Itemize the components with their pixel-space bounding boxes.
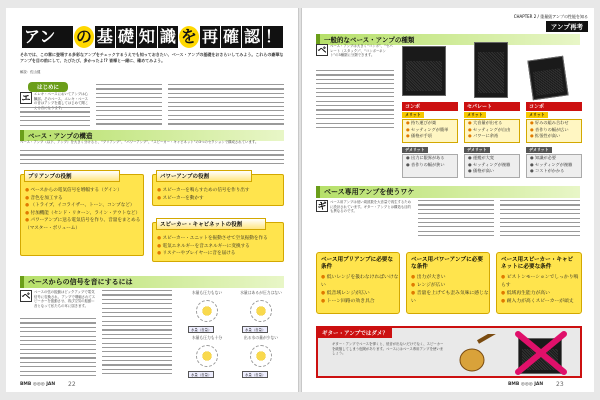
merit-item: ● 拡張性が高い — [527, 133, 581, 140]
merit-label: メリット — [402, 112, 424, 118]
demerit-item: ● 価格が高い — [465, 168, 519, 175]
section3-text: ベース・アンプは大きく“コンボ”、“セパレート（スタック）”、“コンポーネント”の3種類に分類できます。 — [330, 44, 393, 58]
drop-cap: ギ — [317, 202, 327, 212]
body-text-block — [20, 107, 90, 129]
merit-box — [526, 119, 582, 143]
speaker-heading: スピーカー・キャビネットの役割 — [156, 218, 266, 230]
title-part: ！ — [264, 27, 281, 46]
title-part: 基 — [96, 27, 113, 46]
preamp-item: ● ベースからの電気信号を増幅する（ゲイン） — [21, 187, 143, 195]
guitar-amp-text: ギター・アンプでベースを弾くと、低音が出ないだけでなく、スピーカーを破損してしまう危険があります。ベースにはベース専用アンプを使いましょう。 — [332, 342, 444, 356]
intro-text: それでは、この章に登場する多彩なアンプをチェックするうえでも知っておきたい、ベース・アンプの基礎をおさらいしてみよう。これらの豪華なアンプを目の前にして、たびたび、多かったよ!? 皆様と一緒に、確めてみよう。 — [20, 52, 284, 63]
requirement-item: ● 低域再生能力が高い — [497, 290, 581, 298]
requirement-item: ● 音量を上げても歪み気味に感じない — [407, 290, 489, 306]
requirement-item: ● トーン回路の効き具合 — [317, 298, 399, 306]
requirement-item: ● 耐入力が高くスピーカーが頑丈 — [497, 298, 581, 306]
body-text-block — [20, 150, 284, 166]
demerit-item: ● 音作りの幅が狭い — [403, 162, 457, 169]
drop-cap: ベ — [21, 292, 31, 302]
requirement-box — [316, 252, 400, 314]
title-part: 再 — [201, 27, 218, 46]
combo-amp-photo — [402, 46, 446, 96]
chapter-subtitle: CHAPTER 2 / 重量級アンプの性能を知る — [513, 14, 588, 19]
power-item: ● スピーカーを鳴らすための信号を作り出す — [153, 187, 283, 195]
body-text-block — [20, 318, 96, 380]
title-part: を — [180, 27, 197, 46]
guitar-illustration — [456, 334, 508, 374]
drop-cap: エ — [21, 94, 31, 104]
speaker-illustration — [196, 300, 218, 322]
credit: 解説：佐山健 — [20, 70, 41, 74]
merit-label: メリット — [464, 112, 486, 118]
stack-amp-photo — [474, 42, 508, 98]
diagram-tag: 水量（音量） — [188, 371, 214, 378]
demerit-item: ● 出力に限界がある — [403, 155, 457, 162]
requirement-heading: ベース用プリアンプに必要な条件 — [321, 257, 393, 270]
diagram-caption: 水量はあるが圧力はない — [240, 290, 282, 295]
diagram-caption: 水量も圧力もない — [191, 290, 223, 295]
merit-item: ● 価格が手頃 — [403, 133, 457, 140]
power-item: ● スピーカーを動かす — [153, 195, 283, 203]
preamp-item: ● パワーアンプに送る電気信号を作り、音量をまとめる（マスター・ボリューム） — [21, 217, 143, 232]
requirement-box — [406, 252, 490, 314]
preamp-item: ● 音色を加工する — [21, 195, 143, 203]
speaker-item: ● スピーカー・ユニットを振動させて空気振動を作る — [153, 235, 283, 243]
requirement-box — [496, 252, 582, 314]
chapter-title: アンプ再考 — [546, 21, 588, 32]
title-part: 識 — [159, 27, 176, 46]
body-text-block — [96, 84, 162, 129]
title-part: 礎 — [117, 27, 134, 46]
drop-cap: ベ — [317, 46, 327, 56]
speaker-illustration — [196, 345, 218, 367]
requirement-item: ● ピストンモーションでしっかり鳴らす — [497, 274, 581, 290]
right-page — [302, 8, 594, 392]
preamp-box — [20, 174, 144, 256]
merit-item: ● セッティングが自由 — [465, 127, 519, 134]
body-text-block — [500, 200, 580, 240]
merit-item: ● セッティングが簡単 — [403, 127, 457, 134]
preamp-item: ● （トライブ、イコライザー、トーン、コンプなど） — [21, 202, 143, 210]
section4-text: ベース用アンプは低い周波数を大音量で再生するために設計されています。ギター・アンプとは構造も目的も異なるのです。 — [330, 200, 412, 214]
section-heading: ベース専用アンプを使うワケ — [316, 186, 580, 198]
diagram-caption: 出る水の量が少ない — [243, 335, 279, 340]
section-heading: ベース・アンプの構造 — [20, 130, 284, 141]
requirement-item: ● 低音域レンジが広い — [317, 290, 399, 298]
body-text-block — [418, 200, 494, 240]
diagram-caption: 水量も圧力も十分 — [191, 335, 223, 340]
demerit-item: ● 知識が必要 — [527, 155, 581, 162]
demerit-label: デメリット — [402, 147, 428, 153]
demerit-label: デメリット — [526, 147, 552, 153]
demerit-item: ● セッティングが複雑 — [465, 162, 519, 169]
power-heading: パワーアンプの役割 — [156, 170, 252, 182]
footer-mark: BMB ◎◎◎ JAN — [508, 382, 544, 387]
diagram-tag: 水量（音量） — [188, 326, 214, 333]
amp-type-label: コンボ — [402, 102, 458, 111]
chapter-corner — [514, 14, 588, 32]
footer-mark: BMB ◎◎◎ JAN — [20, 382, 56, 387]
demerit-label: デメリット — [464, 147, 490, 153]
section-heading: 一般的なベース・アンプの種類 — [316, 34, 580, 45]
section1-text: ベース・アンプ（以下、アンプ）を大きく分けると、“プリアンプ”、“パワーアンプ”、“スピーカー・キャビネット”の3つのセクションで構成されています。 — [20, 140, 259, 144]
requirement-item: ● 低いレンジを扱わなければいけない — [317, 274, 399, 290]
section2-text: ベースの弦の振動はピックアップで電気信号に変換され、アンプで増幅されてスピーカーを振動させ、再び空気の振動＝音となって私たちの耳に届きます。 — [34, 290, 96, 308]
requirement-heading: ベース用パワーアンプに必要な条件 — [411, 257, 483, 270]
body-text-block — [316, 70, 394, 130]
preamp-heading: プリアンプの役割 — [24, 170, 120, 182]
body-text-block — [102, 290, 172, 380]
title-part: の — [75, 27, 92, 46]
requirement-heading: ベース用スピーカー・キャビネットに必要な条件 — [501, 257, 574, 270]
requirement-item: ● レンジが広い — [407, 282, 489, 290]
preamp-item: ● 付加機能（センド・リターン、ライン・アウトなど） — [21, 210, 143, 218]
page-number: 23 — [556, 381, 564, 388]
speaker-item: ● リスナーやプレイヤーに音を届ける — [153, 250, 283, 258]
amp-type-label: セパレート — [464, 102, 520, 111]
guitar-amp-box — [316, 326, 582, 378]
demerit-item: ● 運搬が大変 — [465, 155, 519, 162]
diagram-tag: 水量（音量） — [242, 326, 268, 333]
hajimeni-text: エレキ・ベースにおいてアンプは心臓部。そのベース、エレキ・ベースの音はアンプを通してはじめて聞こ — [34, 92, 89, 106]
amp-type-label: コンポ — [526, 102, 582, 111]
speaker-item: ● 電気エネルギーを音エネルギーに変換する — [153, 243, 283, 251]
merit-box — [402, 119, 458, 143]
speaker-illustration — [250, 300, 272, 322]
title-part: 認 — [243, 27, 260, 46]
merit-item: ● 好みの組み合わせ — [527, 120, 581, 127]
demerit-box — [526, 154, 582, 178]
diagram-tag: 水量（音量） — [242, 371, 268, 378]
merit-item: ● 音作りの幅が広い — [527, 127, 581, 134]
page-number: 22 — [68, 381, 76, 388]
title-part: アンプ — [22, 26, 73, 48]
merit-item: ● 持ち運びが楽 — [403, 120, 457, 127]
demerit-box — [464, 154, 520, 178]
demerit-box — [402, 154, 458, 178]
section-heading: ベースからの信号を音にするには — [20, 276, 284, 288]
left-page — [6, 8, 298, 392]
body-text-block — [168, 84, 284, 129]
title-part: 知 — [138, 27, 155, 46]
merit-box — [464, 119, 520, 143]
demerit-item: ● コストがかかる — [527, 168, 581, 175]
requirement-item: ● 出力が大きい — [407, 274, 489, 282]
merit-label: メリット — [526, 112, 548, 118]
merit-item: ● 大音量が出せる — [465, 120, 519, 127]
speaker-illustration — [250, 345, 272, 367]
guitar-amp-heading: ギター・アンプではダメ？ — [318, 328, 392, 338]
demerit-item: ● セッティングが複雑 — [527, 162, 581, 169]
title-part: 確 — [222, 27, 239, 46]
hajimeni-label: はじめに — [28, 82, 68, 92]
component-amp-photo — [527, 56, 568, 101]
merit-item: ● パワーに余裕 — [465, 133, 519, 140]
cross-icon — [514, 330, 568, 376]
